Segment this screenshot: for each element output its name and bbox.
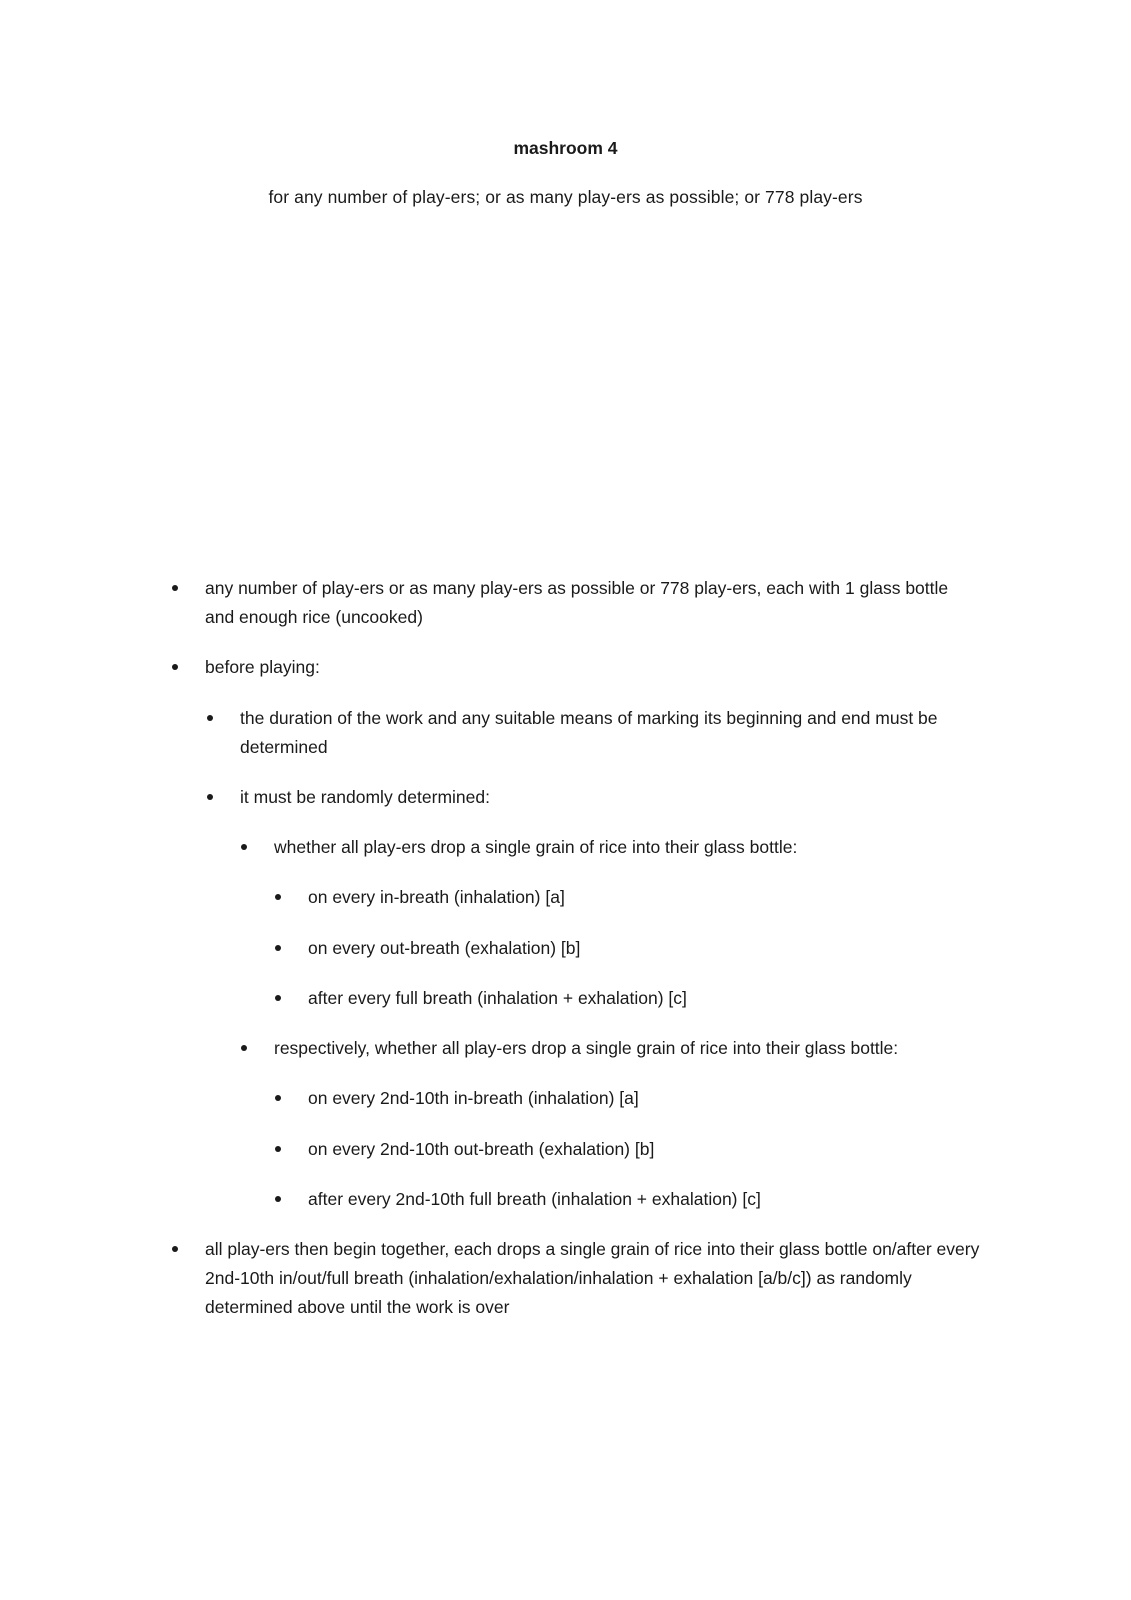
list-item-text: all play-ers then begin together, each drops a single grain of rice into their glass bottle on/after every 2nd-10th in/out/full breath (inhalation/exhalation/inhalation + exhalation [a/b/c]) as randomly determined above until the work is over [205, 1239, 980, 1317]
list-item-text: the duration of the work and any suitable means of marking its beginning and end must be determined [240, 708, 938, 757]
list-item [308, 1135, 998, 1164]
list-item-text: respectively, whether all play-ers drop a single grain of rice into their glass bottle: [274, 1038, 899, 1058]
list-item [274, 1034, 989, 1063]
bullet-icon [275, 1095, 281, 1101]
list-item [205, 653, 980, 682]
bullet-icon [172, 1246, 178, 1252]
list-item-text: after every full breath (inhalation + exhalation) [c] [308, 988, 687, 1008]
list-item [308, 984, 998, 1013]
list-item-text: it must be randomly determined: [240, 787, 490, 807]
list-item-text: whether all play-ers drop a single grain of rice into their glass bottle: [274, 837, 798, 857]
bullet-icon [275, 1196, 281, 1202]
bullet-icon [241, 844, 247, 850]
list-item-text: any number of play-ers or as many play-ers as possible or 778 play-ers, each with 1 glass bottle and enough rice (uncooked) [205, 578, 949, 627]
bullet-icon [207, 794, 213, 800]
bullet-icon [275, 945, 281, 951]
list-item-text: on every 2nd-10th in-breath (inhalation) [a] [308, 1088, 639, 1108]
bullet-icon [275, 894, 281, 900]
bullet-icon [241, 1045, 247, 1051]
list-item-text: on every 2nd-10th out-breath (exhalation) [b] [308, 1139, 655, 1159]
list-item [205, 1235, 980, 1322]
list-item-text: on every in-breath (inhalation) [a] [308, 887, 565, 907]
list-item-text: before playing: [205, 657, 320, 677]
bullet-icon [172, 585, 178, 591]
list-item-text: on every out-breath (exhalation) [b] [308, 938, 581, 958]
bullet-icon [207, 715, 213, 721]
list-item [308, 934, 998, 963]
list-item [308, 1185, 998, 1214]
list-item-text: after every 2nd-10th full breath (inhalation + exhalation) [c] [308, 1189, 761, 1209]
list-item [308, 1084, 998, 1113]
document-subtitle: for any number of play-ers; or as many play-ers as possible; or 778 play-ers [268, 187, 863, 207]
bullet-icon [172, 664, 178, 670]
list-item [308, 883, 998, 912]
bullet-icon [275, 995, 281, 1001]
list-item [205, 574, 980, 632]
bullet-icon [275, 1146, 281, 1152]
list-item [274, 833, 989, 862]
list-item [240, 704, 985, 762]
document-title: mashroom 4 [513, 138, 618, 158]
list-item [240, 783, 985, 812]
